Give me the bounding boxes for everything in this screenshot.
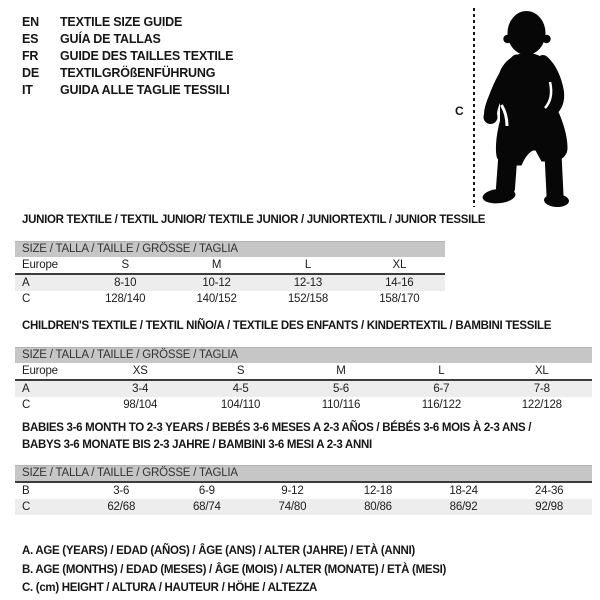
table-cell: 3-6 [113,485,130,497]
table-row-height [15,291,445,307]
size-header-bar: SIZE / TALLA / TAILLE / GRÖSSE / TAGLIA [15,465,592,483]
table-title [22,420,592,454]
table-row-height [15,397,592,413]
language-header [22,14,233,99]
table-cell: 98/104 [123,399,158,411]
table-cell: 158/170 [379,293,420,305]
table-title: JUNIOR TEXTILE / TEXTIL JUNIOR/ TEXTILE JUNIOR / JUNIORTEXTIL / JUNIOR TESSILE [22,214,486,226]
table-cell: 104/110 [220,399,261,411]
height-dashed-line [473,8,475,207]
row-label: C [22,293,31,305]
table-cell: 74/80 [250,499,336,515]
table-cell: 12-13 [262,274,353,291]
language-title: TEXTILE SIZE GUIDE [60,15,183,29]
legend-notes [22,542,446,598]
language-code: FR [22,49,39,63]
size-table-junior [15,212,486,307]
language-title: GUÍA DE TALLAS [60,32,161,46]
table-cell: 9-12 [281,485,304,497]
row-label: C [15,499,78,515]
table-cell: 6-7 [391,380,491,397]
table-cell: 116/122 [421,399,462,411]
language-title: TEXTILGRÖßENFÜHRUNG [60,66,216,80]
row-label: B [22,485,30,497]
language-title: GUIDE DES TAILLES TEXTILE [60,49,234,63]
size-header-bar: SIZE / TALLA / TAILLE / GRÖSSE / TAGLIA [15,241,445,257]
table-cell: L [391,363,491,380]
row-label: C [22,399,31,411]
size-header-bar: SIZE / TALLA / TAILLE / GRÖSSE / TAGLIA [15,347,592,363]
note-line-b: B. AGE (MONTHS) / EDAD (MESES) / ÂGE (MOIS) / ALTER (MONATE) / ETÀ (MESI) [22,563,447,576]
language-row [22,82,233,99]
size-table-children [15,318,592,413]
table-cell: 5-6 [291,380,391,397]
table-cell: XS [90,363,190,380]
table-row-height [15,499,592,515]
table-title-line: BABYS 3-6 MONATE BIS 2-3 JAHRE / BAMBINI 3-6 MESI A 2-3 ANNI [22,439,372,451]
table-cell: L [262,257,353,274]
table-row-age [15,274,445,291]
table-cell: M [171,257,262,274]
height-label: C [455,104,464,118]
table-cell: 122/128 [521,399,562,411]
table-title-line: BABIES 3-6 MONTH TO 2-3 YEARS / BEBÉS 3-6 MESES A 2-3 AÑOS / BÉBÉS 3-6 MOIS À 2-3 ANS / [22,422,532,434]
table-cell: 128/140 [105,293,146,305]
table-cell: 4-5 [190,380,290,397]
size-table [15,257,445,307]
row-label: Europe [15,363,90,380]
language-code: ES [22,32,39,46]
size-table [15,363,592,413]
size-table [15,483,592,515]
table-cell: 10-12 [171,274,262,291]
table-title: CHILDREN'S TEXTILE / TEXTIL NIÑO/A / TEXTILE DES ENFANTS / KINDERTEXTIL / BAMBINI TESSILE [22,320,552,332]
table-cell: 24-36 [534,485,564,497]
size-table-babies [15,420,592,515]
table-cell: 68/74 [164,499,250,515]
baby-silhouette-icon [481,6,571,208]
note-line-a: A. AGE (YEARS) / EDAD (AÑOS) / ÂGE (ANS) / ALTER (JAHRE) / ETÀ (ANNI) [22,545,415,557]
language-code: EN [22,15,39,29]
table-cell: 92/98 [506,499,592,515]
language-title: GUIDA ALLE TAGLIE TESSILI [60,83,230,97]
row-label: Europe [15,257,80,274]
language-row [22,31,233,48]
table-cell: 18-24 [449,485,478,497]
table-row-europe [15,257,445,274]
table-cell: 14-16 [354,274,445,291]
note-line-c: C. (cm) HEIGHT / ALTURA / HAUTEUR / HÖHE / ALTEZZA [22,582,318,594]
table-cell: 110/116 [321,399,361,411]
table-cell: XL [492,363,592,380]
language-row [22,65,233,82]
table-row-age [15,380,592,397]
table-cell: 152/158 [287,293,329,305]
table-cell: 140/152 [196,293,237,305]
row-label: A [15,274,80,291]
table-cell: 8-10 [80,274,171,291]
table-row-age [15,483,592,499]
language-code: IT [22,83,33,97]
table-cell: 86/92 [421,499,507,515]
table-cell: 7-8 [492,380,592,397]
table-cell: S [80,257,171,274]
table-row-europe [15,363,592,380]
table-cell: 3-4 [90,380,190,397]
table-cell: 62/68 [78,499,164,515]
table-cell: S [190,363,290,380]
language-row [22,48,233,65]
table-cell: 80/86 [335,499,421,515]
row-label: A [15,380,90,397]
language-row [22,14,233,31]
language-code: DE [22,66,39,80]
table-cell: M [291,363,391,380]
table-cell: 12-18 [363,485,393,497]
table-cell: 6-9 [198,485,215,497]
table-cell: XL [354,257,445,274]
